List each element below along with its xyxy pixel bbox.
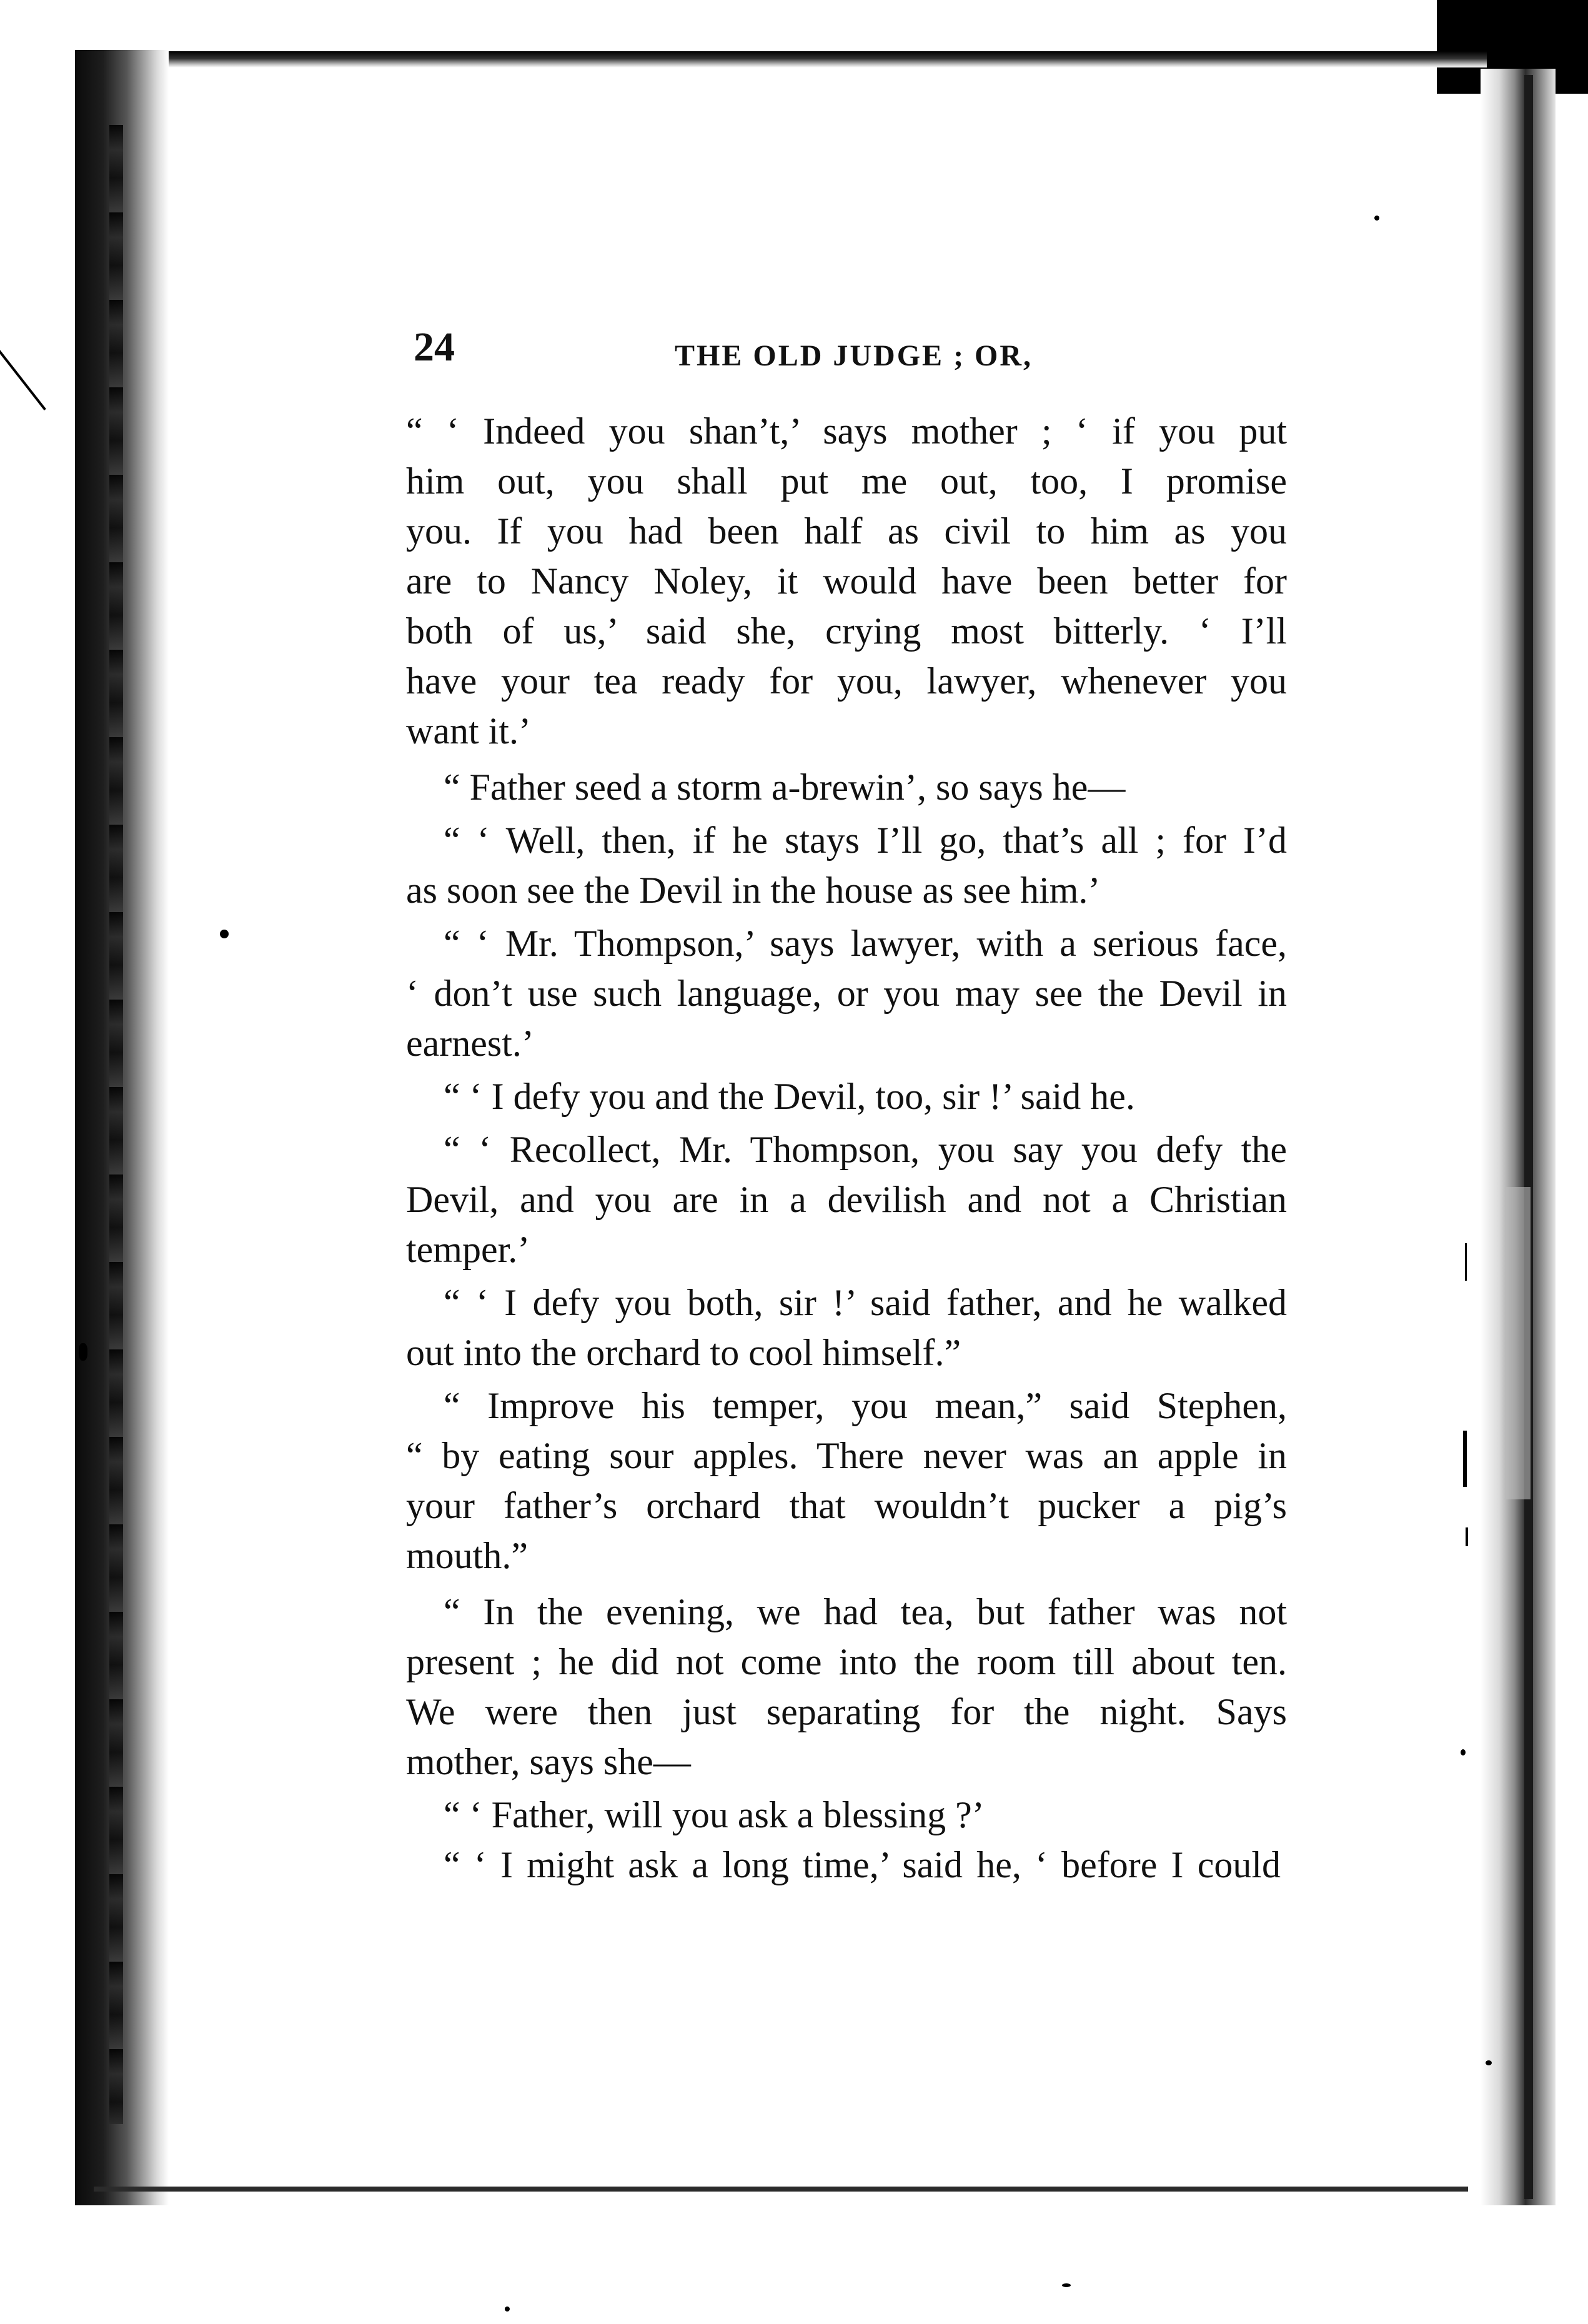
text-line: We were then just separating for the night. Says	[406, 1691, 1287, 1732]
text-line: ‘ don’t use such language, or you may see the Devil in	[406, 973, 1287, 1014]
scan-speck	[505, 2307, 510, 2312]
text-line: “ by eating sour apples. There never was an apple in	[406, 1435, 1287, 1476]
text-line: want it.’	[406, 710, 531, 752]
text-line: “ ‘ Indeed you shan’t,’ says mother ; ‘ if you put	[406, 410, 1287, 452]
page-bottom-edge	[94, 2187, 1468, 2192]
text-line: your father’s orchard that wouldn’t pucker a pig’s	[406, 1485, 1287, 1526]
fore-edge-scuff	[1506, 1187, 1531, 1499]
text-line: “ In the evening, we had tea, but father was not	[444, 1591, 1287, 1632]
page-number: 24	[414, 324, 455, 370]
margin-mark	[1465, 1243, 1467, 1281]
text-line: “ ‘ Mr. Thompson,’ says lawyer, with a serious face,	[444, 923, 1287, 964]
scan-top-margin	[0, 0, 1588, 56]
page-top-edge	[144, 51, 1487, 67]
text-line: “ ‘ I defy you both, sir !’ said father, and he walked	[444, 1282, 1287, 1323]
text-line: him out, you shall put me out, too, I promise	[406, 460, 1287, 502]
text-line: “ ‘ Father, will you ask a blessing ?’	[444, 1794, 985, 1835]
text-line: present ; he did not come into the room till about ten.	[406, 1641, 1287, 1682]
text-line: mouth.”	[406, 1535, 528, 1576]
text-line: have your tea ready for you, lawyer, whenever you	[406, 660, 1287, 702]
text-line: “ ‘ I defy you and the Devil, too, sir !’ said he.	[444, 1076, 1135, 1117]
scan-speck	[1486, 2060, 1492, 2065]
margin-mark	[1466, 1527, 1468, 1546]
text-line: temper.’	[406, 1229, 530, 1270]
fore-edge-line	[1524, 75, 1533, 2199]
text-line: “ Improve his temper, you mean,” said Stephen,	[444, 1385, 1287, 1426]
scan-artifact-line	[0, 350, 46, 410]
text-line: Devil, and you are in a devilish and not a Christian	[406, 1179, 1287, 1220]
text-line: earnest.’	[406, 1023, 534, 1064]
page-fore-edge	[1481, 69, 1556, 2205]
text-line: are to Nancy Noley, it would have been better for	[406, 560, 1287, 602]
text-line: “ ‘ I might ask a long time,’ said he, ‘ before I could	[444, 1844, 1281, 1885]
scan-speck	[220, 930, 229, 938]
text-line: both of us,’ said she, crying most bitterly. ‘ I’ll	[406, 610, 1287, 652]
text-line: “ ‘ Well, then, if he stays I’ll go, that’s all ; for I’d	[444, 820, 1287, 861]
text-line: “ Father seed a storm a-brewin’, so says he—	[444, 767, 1126, 808]
scan-speck	[1461, 1749, 1466, 1755]
scan-speck	[1374, 216, 1379, 221]
text-line: you. If you had been half as civil to him as you	[406, 510, 1287, 552]
running-title: THE OLD JUDGE ; OR,	[675, 339, 1033, 372]
text-line: mother, says she—	[406, 1741, 691, 1782]
text-line: out into the orchard to cool himself.”	[406, 1332, 961, 1373]
scan-speck	[79, 1343, 87, 1361]
binding-streak	[109, 125, 123, 2124]
text-line: “ ‘ Recollect, Mr. Thompson, you say you defy the	[444, 1129, 1287, 1170]
text-line: as soon see the Devil in the house as see him.’	[406, 870, 1101, 911]
scan-speck	[1062, 2283, 1071, 2287]
margin-mark	[1463, 1431, 1467, 1487]
